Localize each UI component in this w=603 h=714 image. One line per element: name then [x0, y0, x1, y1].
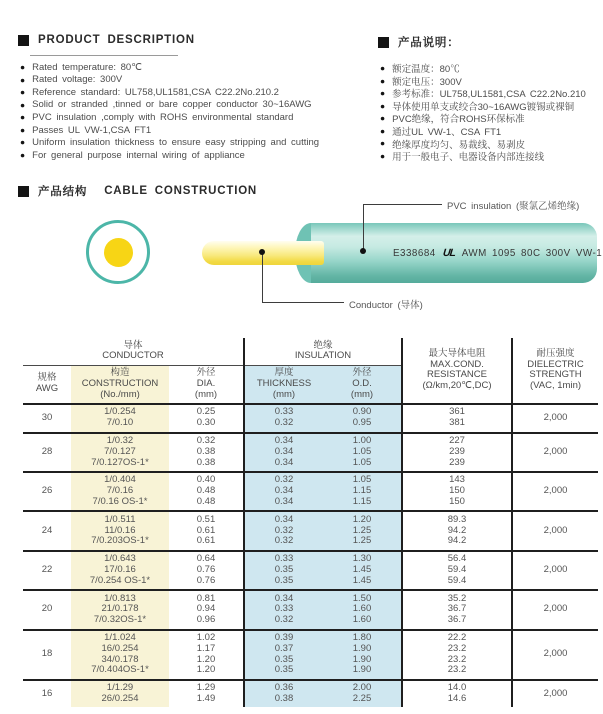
list-item	[20, 86, 319, 99]
bullet-icon: ●	[20, 74, 26, 85]
cell-construction: 1/1.024 16/0.254 34/0.178 7/0.404OS-1*	[71, 630, 169, 680]
table-row	[23, 511, 598, 550]
cell-strength: 2,000	[512, 472, 598, 511]
black-square-icon	[378, 37, 389, 48]
column-header-construction: 构造 CONSTRUCTION (No./mm)	[71, 365, 169, 404]
bullet-icon: ●	[380, 113, 386, 124]
cell-thickness: 0.33 0.32	[244, 404, 323, 433]
cell-awg: 20	[41, 603, 53, 615]
cell-strength: 2,000	[512, 551, 598, 590]
cell-resistance: 56.4 59.4 59.4	[402, 551, 512, 590]
cell-od: 1.05 1.15 1.15	[323, 472, 402, 511]
bullet-icon: ●	[380, 88, 386, 99]
column-header-od: 外径 O.D. (mm)	[323, 365, 402, 404]
cable-construction-heading	[18, 183, 257, 199]
list-item-text: 通过UL VW-1、CSA FT1	[392, 127, 502, 139]
bullet-icon: ●	[20, 99, 26, 110]
cell-awg: 16	[41, 687, 53, 699]
table-body	[23, 404, 598, 707]
bullet-icon: ●	[380, 75, 386, 86]
product-description-list	[20, 61, 319, 161]
cell-strength: 2,000	[512, 680, 598, 708]
list-item-text: 额定电压：300V	[392, 76, 462, 88]
product-description-heading	[18, 34, 195, 46]
list-item	[380, 112, 586, 125]
table-row	[23, 472, 598, 511]
list-item	[20, 99, 319, 112]
pvc-leader-line-v	[363, 204, 364, 250]
cell-od: 2.00 2.25	[323, 680, 402, 708]
cell-dia: 0.64 0.76 0.76	[196, 553, 216, 586]
construction-title-en: CABLE CONSTRUCTION	[104, 185, 258, 197]
cell-dia: 0.32 0.38 0.38	[196, 435, 216, 468]
list-item	[20, 124, 319, 137]
cell-awg: 26	[41, 485, 53, 497]
cell-strength: 2,000	[512, 404, 598, 433]
cell-strength: 2,000	[512, 590, 598, 629]
product-notes-title: 产品说明：	[398, 37, 460, 49]
list-item-text: For general purpose internal wiring of appliance	[32, 149, 245, 161]
cell-awg: 18	[41, 648, 53, 660]
column-header-resistance: 最大导体电阻 MAX.COND. RESISTANCE (Ω/km,20℃,DC)	[402, 338, 512, 404]
cell-dia: 1.02 1.17 1.20 1.20	[196, 632, 216, 676]
bullet-icon: ●	[380, 125, 386, 136]
list-item-text: Passes UL VW-1,CSA FT1	[32, 124, 152, 136]
list-item	[380, 75, 586, 88]
bullet-icon: ●	[20, 149, 26, 160]
cell-construction: 1/0.404 7/0.16 7/0.16 OS-1*	[71, 472, 169, 511]
group-header-conductor: 导体 CONDUCTOR	[23, 338, 244, 365]
cell-construction: 1/0.511 11/0.16 7/0.203OS-1*	[71, 511, 169, 550]
list-item	[20, 136, 319, 149]
conductor-label: Conductor (导体)	[349, 300, 423, 311]
heading-underline	[30, 55, 178, 56]
list-item-text: 绝缘厚度均匀、易裁线、易剥皮	[392, 139, 526, 151]
bullet-icon: ●	[20, 124, 26, 135]
cell-od: 1.00 1.05 1.05	[323, 433, 402, 472]
pvc-leader-dot	[360, 248, 366, 254]
product-description-title: PRODUCT DESCRIPTION	[38, 34, 195, 46]
cell-resistance: 361 381	[402, 404, 512, 433]
cell-dia: 0.81 0.94 0.96	[196, 592, 216, 626]
table-row	[23, 551, 598, 590]
cell-awg: 22	[41, 564, 53, 576]
cell-thickness: 0.36 0.38	[244, 680, 323, 708]
column-header-dia: 外径 DIA. (mm)	[169, 365, 244, 404]
bullet-icon: ●	[380, 138, 386, 149]
cell-strength: 2,000	[512, 511, 598, 550]
list-item-text: 用于一般电子、电器设备内部连接线	[392, 152, 545, 164]
bullet-icon: ●	[380, 150, 386, 161]
conductor-leader-line-v	[262, 253, 263, 302]
column-header-thickness: 厚度 THICKNESS (mm)	[244, 365, 323, 404]
bullet-icon: ●	[380, 63, 386, 74]
list-item-text: Solid or stranded ,tinned or bare copper conductor 30~16AWG	[32, 99, 312, 111]
bullet-icon: ●	[20, 87, 26, 98]
list-item	[380, 150, 586, 163]
black-square-icon	[18, 35, 29, 46]
cell-thickness: 0.34 0.33 0.32	[244, 590, 323, 629]
list-item	[380, 137, 586, 150]
cell-awg: 28	[41, 445, 53, 457]
cell-od: 0.90 0.95	[323, 404, 402, 433]
column-header-strength: 耐压强度 DIELECTRIC STRENGTH (VAC, 1min)	[512, 338, 598, 404]
cable-cross-section	[86, 220, 150, 284]
cell-resistance: 14.0 14.6	[402, 680, 512, 708]
cell-thickness: 0.34 0.32 0.32	[244, 511, 323, 550]
cell-construction: 1/0.813 21/0.178 7/0.32OS-1*	[71, 590, 169, 629]
list-item-text: 参考标准：UL758,UL1581,CSA C22.2No.210	[392, 89, 586, 101]
pvc-insulation-label: PVC insulation (聚氯乙烯绝缘)	[447, 201, 580, 212]
table-group-header-row	[23, 338, 598, 365]
cell-thickness: 0.33 0.35 0.35	[244, 551, 323, 590]
list-item-text: 导体使用单支或绞合30~16AWG镀锡或裸铜	[392, 101, 575, 113]
cell-dia: 1.29 1.49	[196, 682, 216, 705]
list-item	[20, 111, 319, 124]
column-header-awg: 规格 AWG	[23, 365, 71, 404]
list-item	[380, 125, 586, 138]
list-item	[20, 74, 319, 87]
cell-thickness: 0.39 0.37 0.35 0.35	[244, 630, 323, 680]
ul-logo-icon: UL	[442, 247, 456, 259]
cable-marking	[393, 246, 602, 260]
cell-thickness: 0.32 0.34 0.34	[244, 472, 323, 511]
list-item-text: Rated voltage: 300V	[32, 74, 123, 86]
table-row	[23, 590, 598, 629]
list-item	[380, 62, 586, 75]
cell-resistance: 143 150 150	[402, 472, 512, 511]
list-item-text: Reference standard: UL758,UL1581,CSA C22.2No.210.2	[32, 86, 279, 98]
cell-construction: 1/0.643 17/0.16 7/0.254 OS-1*	[71, 551, 169, 590]
bullet-icon: ●	[20, 112, 26, 123]
table-row	[23, 680, 598, 708]
list-item-text: PVC insulation ,comply with ROHS environmental standard	[32, 111, 294, 123]
list-item-text: PVC绝缘，符合ROHS环保标准	[392, 114, 525, 126]
cable-marking-e-number: E338684	[393, 247, 436, 259]
list-item-text: 额定温度：80℃	[392, 64, 460, 76]
cell-construction: 1/0.254 7/0.10	[71, 404, 169, 433]
product-notes-list	[380, 62, 586, 162]
list-item-text: Uniform insulation thickness to ensure easy stripping and cutting	[32, 137, 320, 149]
construction-title-cn: 产品结构	[38, 186, 88, 198]
conductor-leader-dot	[259, 249, 265, 255]
list-item	[20, 149, 319, 162]
table-row	[23, 404, 598, 433]
cell-strength: 2,000	[512, 433, 598, 472]
cell-construction: 1/1.29 26/0.254	[71, 680, 169, 708]
spec-table	[23, 338, 598, 707]
cell-od: 1.50 1.60 1.60	[323, 590, 402, 629]
cell-dia: 0.25 0.30	[196, 406, 216, 429]
table-row	[23, 630, 598, 680]
table-row	[23, 433, 598, 472]
group-header-insulation: 绝缘 INSULATION	[244, 338, 402, 365]
cell-dia: 0.51 0.61 0.61	[196, 513, 216, 547]
bullet-icon: ●	[380, 100, 386, 111]
cable-marking-text: AWM 1095 80C 300V VW-1	[461, 247, 603, 259]
conductor-core	[104, 238, 133, 267]
cell-dia: 0.40 0.48 0.48	[196, 474, 216, 508]
cell-awg: 30	[41, 411, 53, 423]
cell-resistance: 89.3 94.2 94.2	[402, 511, 512, 550]
list-item	[380, 87, 586, 100]
cell-resistance: 35.2 36.7 36.7	[402, 590, 512, 629]
cell-construction: 1/0.32 7/0.127 7/0.127OS-1*	[71, 433, 169, 472]
pvc-leader-line-h	[363, 204, 442, 205]
list-item	[380, 100, 586, 113]
cell-od: 1.30 1.45 1.45	[323, 551, 402, 590]
bullet-icon: ●	[20, 137, 26, 148]
cell-awg: 24	[41, 524, 53, 536]
cell-resistance: 227 239 239	[402, 433, 512, 472]
bullet-icon: ●	[20, 62, 26, 73]
list-item	[20, 61, 319, 74]
cell-thickness: 0.34 0.34 0.34	[244, 433, 323, 472]
black-square-icon	[18, 186, 29, 197]
list-item-text: Rated temperature: 80℃	[32, 61, 142, 73]
cell-od: 1.80 1.90 1.90 1.90	[323, 630, 402, 680]
cell-od: 1.20 1.25 1.25	[323, 511, 402, 550]
cell-strength: 2,000	[512, 630, 598, 680]
product-notes-heading	[378, 34, 460, 50]
conductor-leader-line-h	[262, 302, 344, 303]
cell-resistance: 22.2 23.2 23.2 23.2	[402, 630, 512, 680]
